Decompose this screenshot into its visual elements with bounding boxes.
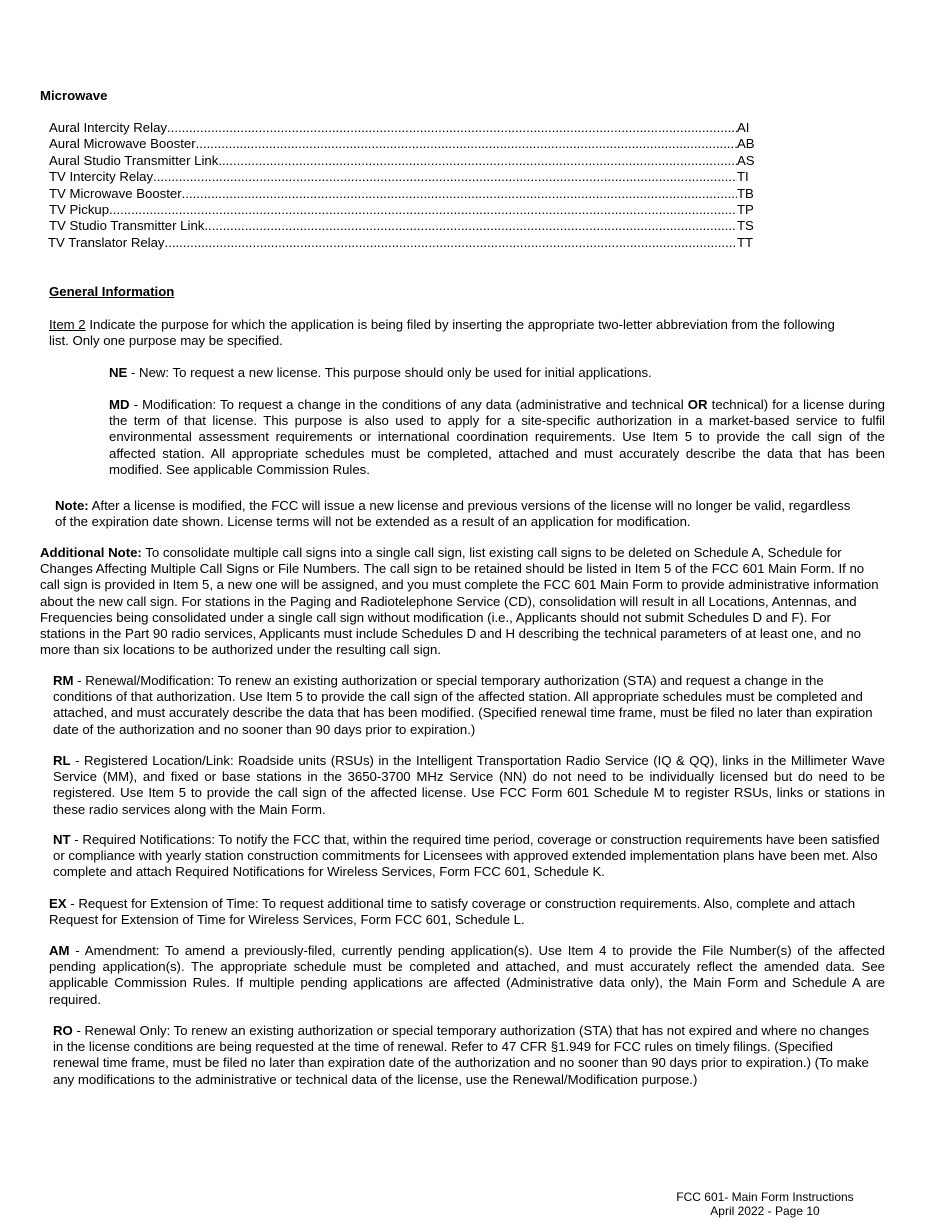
- list-item: [49, 218, 759, 234]
- list-item: [49, 186, 759, 202]
- additional-note-text: To consolidate multiple call signs into a single call sign, list existing call signs to be deleted on Schedule A, Schedule for Changes Affecting Multiple Call Signs or File Numbers. The call sign to be retained should be listed in Item 5 of the FCC 601 Main Form. If no call sign is provided in Item 5, a new one will be assigned, and you must complete the FCC 601 Main Form to provide administrative information about the new call sign. For stations in the Paging and Radiotelephone Service (CD), consolidation will result in all Locations, Antennas, and Frequencies being consolidated under a single call sign without modification (i.e., Applicants should not submit Schedules D and F). For stations in the Part 90 radio services, Applicants must include Schedules D and H describing the technical parameters of at least one, and no more than six locations to be authorized under the resulting call sign.: [40, 545, 879, 658]
- microwave-heading: Microwave: [40, 88, 108, 103]
- purpose-code: MD: [109, 397, 130, 412]
- note-label: Note:: [55, 498, 89, 513]
- purpose-description: - Registered Location/Link: Roadside units (RSUs) in the Intelligent Transportation Radio Service (IQ & QQ), links in the Millimeter Wave Service (MM), and fixed or base stations in the 3650-3700 MHz Service (NN) do not need to be individually licensed but do need to be registered. Use Item 5 to provide the call sign of the affected license. Use FCC Form 601 Schedule M to register RSUs, links or stations in these radio services along with the Main Form.: [53, 753, 885, 817]
- dot-leader: [196, 136, 737, 152]
- list-item: [48, 235, 759, 251]
- purpose-md: [109, 397, 885, 478]
- dot-leader: [109, 202, 737, 218]
- service-code: TI: [737, 169, 749, 185]
- list-item: [49, 153, 759, 169]
- item-2-text: Indicate the purpose for which the application is being filed by inserting the appropriate two-letter abbreviation from the following list. Only one purpose may be specified.: [49, 317, 835, 349]
- service-code: AB: [737, 136, 755, 152]
- page-footer: [660, 1190, 870, 1218]
- item-2-label: Item 2: [49, 317, 86, 332]
- service-code: TT: [737, 234, 754, 250]
- service-name: Aural Microwave Booster: [49, 136, 196, 152]
- purpose-description: - Renewal Only: To renew an existing authorization or special temporary authorization (STA) that has not expired and where no changes in the license conditions are being requested at the time of renewal. Refer to 47 CFR §1.949 for FCC rules on timely filings. (Specified renewal time frame, must be filed no later than expiration date of the authorization and no sooner than 90 days prior to expiration.) (To make any modifications to the administrative or technical data of the license, use the Renewal/Modification purpose.): [53, 1023, 870, 1087]
- purpose-ne: [109, 365, 889, 381]
- service-code: AS: [737, 152, 755, 168]
- service-name: TV Intercity Relay: [49, 169, 154, 185]
- purpose-description: - Request for Extension of Time: To request additional time to satisfy coverage or construction requirements. Also, complete and attach Request for Extension of Time for Wireless Services, Form FCC 601, Schedule L.: [49, 896, 856, 928]
- purpose-rm: [53, 673, 883, 738]
- modification-note: [55, 498, 855, 530]
- purpose-description-cont: technical) for a license during the term of that license. This purpose is also used to apply for a site-specific authorization in a market-based service to fulfil environmental assessment requirements or international coordination requirements. Use Item 5 to provide the call sign of the affected station. All appropriate schedules must be completed, attached and must accurately describe the data that has been modified. See applicable Commission Rules.: [109, 397, 885, 477]
- service-name: TV Pickup: [49, 201, 110, 217]
- list-item: [49, 136, 759, 152]
- purpose-am: [49, 943, 885, 1008]
- list-item: [49, 202, 759, 218]
- service-name: TV Microwave Booster: [49, 185, 182, 201]
- purpose-ro: [53, 1023, 875, 1088]
- purpose-description: - Required Notifications: To notify the FCC that, within the required time period, coverage or construction requirements have been satisfied or compliance with yearly station construction commitments for Licensees with approved extended implementation plans have been met. Also complete and attach Required Notifications for Wireless Services, Form FCC 601, Schedule K.: [53, 832, 880, 880]
- item-2-paragraph: [49, 317, 849, 349]
- service-code: TB: [737, 185, 754, 201]
- service-code: TP: [737, 201, 754, 217]
- purpose-description: - Modification: To request a change in the conditions of any data (administrative and technical: [129, 397, 688, 412]
- dot-leader: [182, 186, 737, 202]
- purpose-nt: [53, 832, 889, 881]
- purpose-code: NE: [109, 365, 128, 380]
- purpose-code: AM: [49, 943, 70, 958]
- additional-note-label: Additional Note:: [40, 545, 142, 560]
- general-information-heading: General Information: [49, 284, 175, 299]
- service-code: TS: [737, 218, 754, 234]
- list-item: [49, 169, 759, 185]
- purpose-code: EX: [49, 896, 67, 911]
- purpose-code: RM: [53, 673, 74, 688]
- footer-page-number: April 2022 - Page 10: [710, 1204, 820, 1218]
- purpose-description: - Amendment: To amend a previously-filed, currently pending application(s). Use Item 4 to provide the File Number(s) of the affected pending application(s). The appropriate schedule must be completed and attached, and must accurately reflect the amended data. See applicable Commission Rules. If multiple pending applications are affected (Administrative data only), the Main Form and Schedule A are required.: [49, 943, 885, 1007]
- purpose-ex: [49, 896, 879, 928]
- purpose-code: RO: [53, 1023, 73, 1038]
- service-name: TV Studio Transmitter Link: [49, 218, 205, 234]
- service-name: TV Translator Relay: [48, 234, 165, 250]
- footer-form-title: FCC 601- Main Form Instructions: [676, 1190, 854, 1204]
- additional-note: [40, 545, 880, 658]
- dot-leader: [153, 169, 737, 185]
- purpose-description: - New: To request a new license. This purpose should only be used for initial applications.: [127, 365, 652, 380]
- purpose-code: NT: [53, 832, 71, 847]
- purpose-code: RL: [53, 753, 71, 768]
- list-item: [49, 120, 759, 136]
- purpose-rl: [53, 753, 885, 818]
- dot-leader: [218, 153, 737, 169]
- purpose-description: - Renewal/Modification: To renew an existing authorization or special temporary authorization (STA) and request a change in the conditions of that authorization. Use Item 5 to provide the call sign of the affected station. All appropriate schedules must be completed and attached, and must accurately describe the data that has been modified. (Specified renewal time frame, must be filed no later than expiration date of the authorization and no sooner than 90 days prior to expiration.): [53, 673, 873, 737]
- dot-leader: [167, 120, 737, 136]
- service-code: AI: [737, 120, 750, 135]
- microwave-code-list: [49, 120, 759, 251]
- dot-leader: [165, 235, 737, 251]
- service-name: Aural Studio Transmitter Link: [49, 152, 219, 168]
- service-name: Aural Intercity Relay: [49, 120, 167, 135]
- note-text: After a license is modified, the FCC will issue a new license and previous versions of the license will no longer be valid, regardless of the expiration date shown. License terms will not be extended as a result of an application for modification.: [55, 498, 851, 530]
- emphasis-or: OR: [687, 397, 708, 412]
- dot-leader: [204, 218, 737, 234]
